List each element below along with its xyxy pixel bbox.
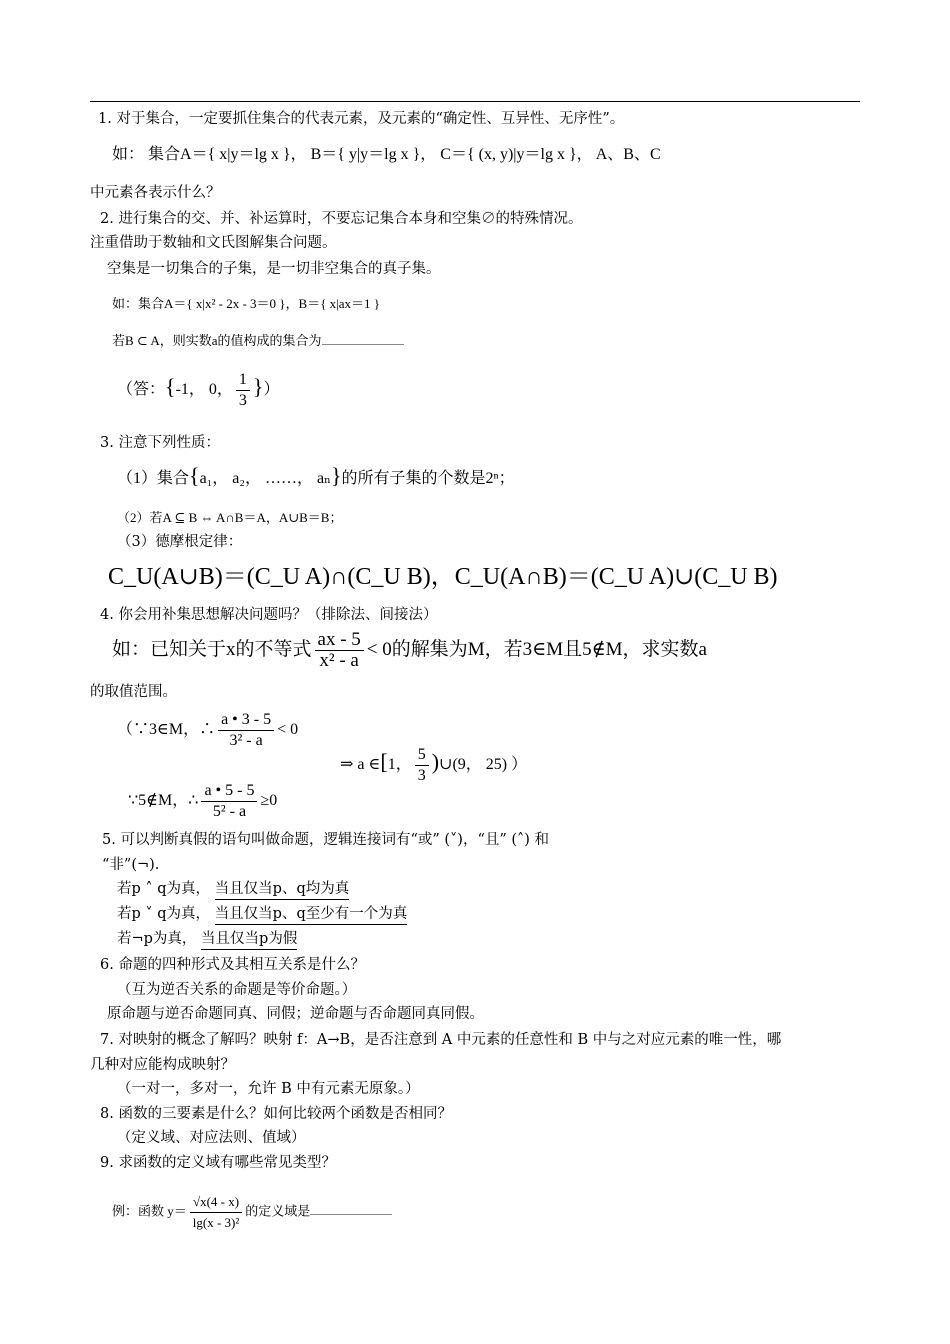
line-18-post: < 0: [277, 721, 299, 739]
line-35: [112, 1192, 392, 1233]
fraction-one-third: [236, 370, 250, 411]
line-22: “非”(¬).: [102, 857, 160, 873]
fraction-num: √x(4 - x): [190, 1192, 243, 1213]
line-9-post: ）: [263, 381, 280, 399]
bracket-open: [: [380, 749, 388, 775]
line-2-a: 集合A＝{ x|y＝lg x }，: [148, 146, 307, 163]
fraction-inequality: [315, 630, 364, 671]
line-6: 空集是一切集合的子集，是一切非空集合的真子集。: [107, 261, 441, 277]
line-2-b: B＝{ y|y＝lg x }，: [310, 146, 437, 163]
fraction-num: a • 5 - 5: [201, 781, 257, 802]
line-3: 中元素各表示什么？: [90, 185, 221, 201]
fraction-den: lg(x - 3)²: [192, 1215, 240, 1230]
line-8-text: 若B ⊂ A，则实数a的值构成的集合为: [112, 333, 322, 348]
fraction-den: 5² - a: [212, 803, 247, 820]
line-9-pre: （答：: [117, 381, 166, 399]
line-16-post: < 0的解集为M，若3∈M且5∉M，求实数a: [366, 638, 707, 660]
line-5: 注重借助于数轴和文氏图解集合问题。: [90, 235, 337, 251]
fraction-den: 3: [238, 392, 247, 409]
line-30: 几种对应能构成映射？: [90, 1057, 235, 1073]
line-32: 8. 函数的三要素是什么？如何比较两个函数是否相同？: [100, 1106, 452, 1122]
line-24-pre: 若p ˅ q为真，: [117, 906, 211, 922]
brace-close-2: }: [330, 463, 342, 488]
brace-open-2: {: [189, 463, 200, 488]
fraction-5: [201, 781, 257, 822]
line-25-underlined: 当且仅当p为假: [201, 929, 297, 950]
fraction-num: a • 3 - 5: [218, 710, 274, 731]
paren-close: ): [431, 749, 440, 775]
line-7: 如：集合A＝{ x|x² - 2x - 3＝0 }，B＝{ x|ax＝1 }: [112, 296, 381, 311]
line-13: （3）德摩根定律：: [117, 534, 243, 550]
line-1: 1. 对于集合，一定要抓住集合的代表元素，及元素的“确定性、互异性、无序性”。: [98, 111, 625, 127]
line-12: （2）若A ⊆ B ⇔ A∩B＝A，A∪B＝B；: [117, 510, 343, 525]
line-33: （定义域、对应法则、值域）: [117, 1130, 306, 1146]
line-25: [117, 929, 297, 950]
line-34: 9. 求函数的定义域有哪些常见类型？: [100, 1155, 336, 1171]
line-14-de-morgan: C_U(A∪B)＝(C_U A)∩(C_U B)，C_U(A∩B)＝(C_U A)∪(C_U B): [108, 564, 778, 590]
line-35-post: 的定义域是: [245, 1203, 311, 1219]
line-16-pre: 如：已知关于x的不等式: [112, 638, 312, 660]
fraction-den: 3² - a: [229, 732, 263, 749]
line-19-post: ∪(9， 25) ）: [439, 756, 528, 774]
line-9-set: -1， 0，: [175, 381, 233, 399]
line-20-pre: ∵5∉M，∴: [128, 792, 199, 810]
line-19-pre: ⇒ a ∈: [340, 756, 381, 774]
line-10: 3. 注意下列性质：: [100, 435, 220, 451]
answer-blank-2: [310, 1202, 392, 1215]
line-23-underlined: 当且仅当p、q均为真: [215, 879, 350, 900]
line-11-pre: （1）集合: [117, 470, 190, 487]
line-28: 原命题与逆否命题同真、同假；逆命题与否命题同真同假。: [107, 1006, 484, 1022]
fraction-five-thirds: [415, 745, 429, 786]
brace-close: }: [252, 374, 264, 400]
top-rule: [90, 101, 860, 102]
fraction-num: 1: [236, 370, 250, 391]
line-31: （一对一，多对一，允许 B 中有元素无原象。）: [117, 1081, 420, 1097]
line-2-pre: 如：: [112, 146, 145, 163]
line-27: （互为逆否关系的命题是等价命题。）: [117, 982, 357, 998]
line-15: 4. 你会用补集思想解决问题吗？（排除法、间接法）: [100, 607, 438, 623]
line-19: [340, 745, 527, 786]
line-21: 5. 可以判断真假的语句叫做命题，逻辑连接词有“或” (˅)，“且” (˄) 和: [102, 832, 550, 848]
line-26: 6. 命题的四种形式及其相互关系是什么？: [100, 957, 365, 973]
line-9: [117, 370, 280, 411]
line-2-post: A、B、C: [595, 146, 661, 163]
line-24: [117, 904, 407, 925]
line-20: [128, 781, 277, 822]
line-11-set: a₁， a₂， ……， aₙ: [199, 470, 331, 487]
line-18: [117, 710, 298, 751]
line-24-underlined: 当且仅当p、q至少有一个为真: [215, 904, 408, 925]
line-4: 2. 进行集合的交、并、补运算时，不要忘记集合本身和空集∅的特殊情况。: [100, 211, 583, 227]
brace-open: {: [165, 374, 176, 400]
line-17: 的取值范围。: [90, 684, 177, 700]
line-23-pre: 若p ˄ q为真，: [117, 881, 211, 897]
line-11: [117, 463, 515, 489]
line-20-post: ≥0: [260, 792, 278, 810]
line-18-pre: （∵3∈M，∴: [117, 721, 216, 739]
line-2: [112, 145, 661, 165]
fraction-3: [218, 710, 274, 751]
line-23: [117, 879, 349, 900]
line-29: 7. 对映射的概念了解吗？映射 f：A→B，是否注意到 A 中元素的任意性和 B 中与之对应元素的唯一性，哪: [100, 1032, 782, 1048]
fraction-num: ax - 5: [315, 630, 364, 651]
line-2-c: C＝{ (x, y)|y＝lg x }，: [440, 146, 593, 163]
line-25-pre: 若¬p为真，: [117, 931, 197, 947]
answer-blank-1: [322, 332, 404, 345]
line-11-post: 的所有子集的个数是2ⁿ；: [341, 470, 515, 487]
line-35-pre: 例：函数 y＝: [112, 1203, 187, 1219]
line-19-a: 1，: [387, 756, 412, 774]
fraction-den: 3: [417, 767, 426, 784]
fraction-num: 5: [415, 745, 429, 766]
line-8: [112, 331, 404, 351]
fraction-den: x² - a: [319, 650, 359, 671]
line-16: [112, 630, 707, 671]
fraction-domain: [190, 1192, 243, 1233]
